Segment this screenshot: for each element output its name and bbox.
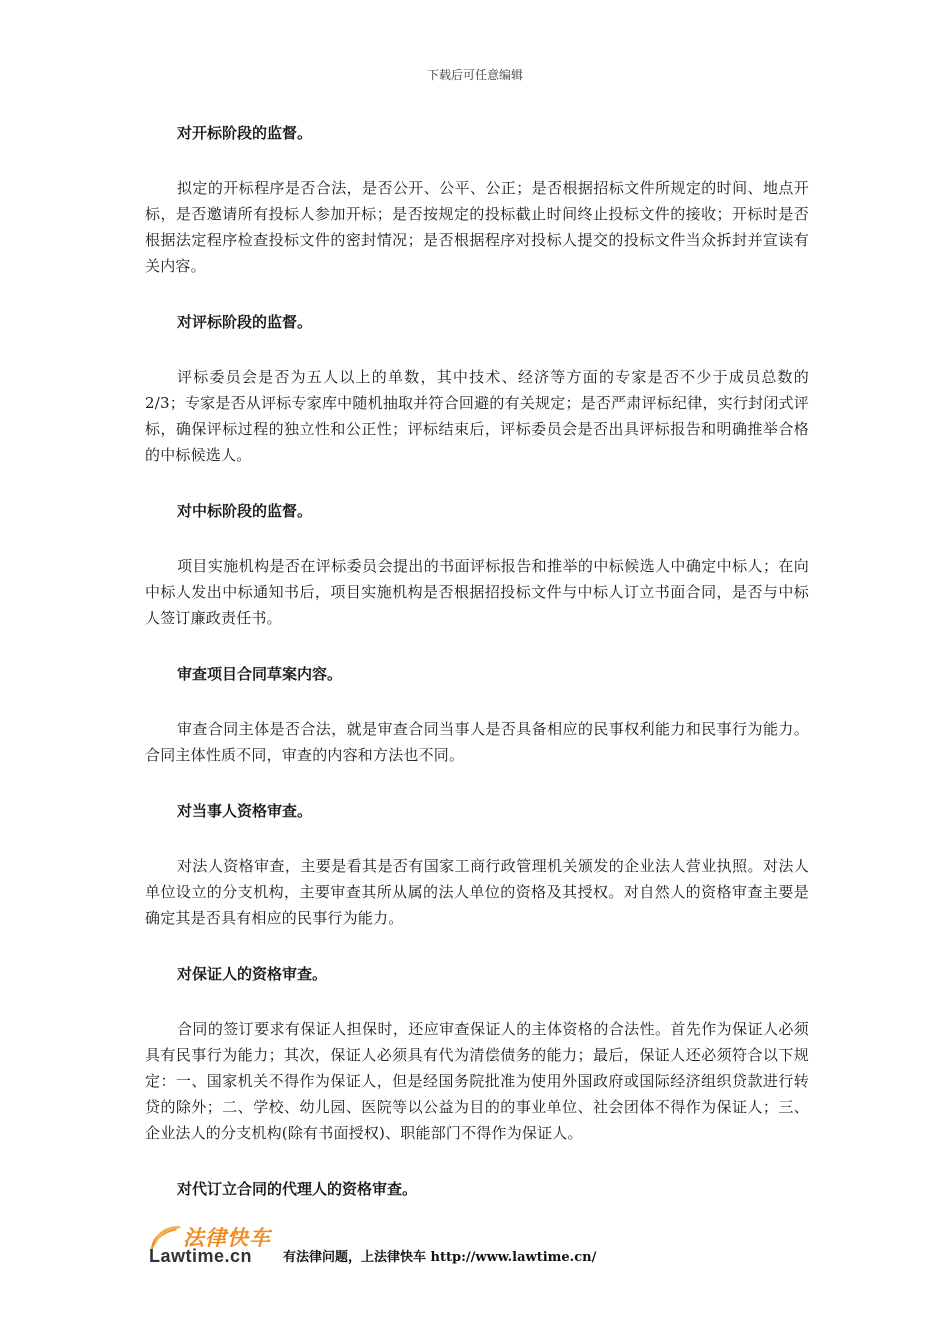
- section-paragraph: 评标委员会是否为五人以上的单数，其中技术、经济等方面的专家是否不少于成员总数的2/3；专家是否从评标专家库中随机抽取并符合回避的有关规定；是否严肃评标纪律，实行封闭式评标，确保评标过程的独立性和公正性；评标结束后，评标委员会是否出具评标报告和明确推举合格的中标候选人。: [145, 368, 809, 464]
- section-paragraph: 审查合同主体是否合法，就是审查合同当事人是否具备相应的民事权利能力和民事行为能力。合同主体性质不同，审查的内容和方法也不同。: [145, 720, 809, 764]
- page-footer: [145, 1220, 845, 1270]
- footer-slogan-link[interactable]: 有法律问题，上法律快车 http://www.lawtime.cn/: [283, 1250, 597, 1265]
- section-heading: 对评标阶段的监督。: [177, 313, 313, 331]
- section-paragraph: 合同的签订要求有保证人担保时，还应审查保证人的主体资格的合法性。首先作为保证人必须具有民事行为能力；其次，保证人必须具有代为清偿债务的能力；最后，保证人还必须符合以下规定：一、国家机关不得作为保证人，但是经国务院批准为使用外国政府或国际经济组织贷款进行转贷的除外；二、学校、幼儿园、医院等以公益为目的的事业单位、社会团体不得作为保证人；三、企业法人的分支机构(除有书面授权)、职能部门不得作为保证人。: [145, 1020, 809, 1142]
- page-header-note: 下载后可任意编辑: [426, 68, 523, 82]
- section-paragraph: 对法人资格审查，主要是看其是否有国家工商行政管理机关颁发的企业法人营业执照。对法人单位设立的分支机构，主要审查其所从属的法人单位的资格及其授权。对自然人的资格审查主要是确定其是否具有相应的民事行为能力。: [145, 857, 809, 927]
- logo-english-text: Lawtime.cn: [149, 1246, 253, 1266]
- section-paragraph: 项目实施机构是否在评标委员会提出的书面评标报告和推举的中标候选人中确定中标人；在向中标人发出中标通知书后，项目实施机构是否根据招投标文件与中标人订立书面合同，是否与中标人签订廉政责任书。: [145, 557, 809, 627]
- document-body: [145, 120, 809, 1202]
- section-paragraph: 拟定的开标程序是否合法，是否公开、公平、公正；是否根据招标文件所规定的时间、地点开标，是否邀请所有投标人参加开标；是否按规定的投标截止时间终止投标文件的接收；开标时是否根据法定程序检查投标文件的密封情况；是否根据程序对投标人提交的投标文件当众拆封并宣读有关内容。: [145, 179, 809, 275]
- lawtime-logo: [145, 1220, 285, 1266]
- section-heading: 审查项目合同草案内容。: [177, 665, 343, 683]
- logo-chinese-text: 法律快车: [183, 1226, 271, 1250]
- section-heading: 对当事人资格审查。: [177, 802, 313, 820]
- section-heading: 对代订立合同的代理人的资格审查。: [177, 1180, 418, 1198]
- section-heading: 对开标阶段的监督。: [177, 124, 313, 142]
- section-heading: 对保证人的资格审查。: [177, 965, 328, 983]
- section-heading: 对中标阶段的监督。: [177, 502, 313, 520]
